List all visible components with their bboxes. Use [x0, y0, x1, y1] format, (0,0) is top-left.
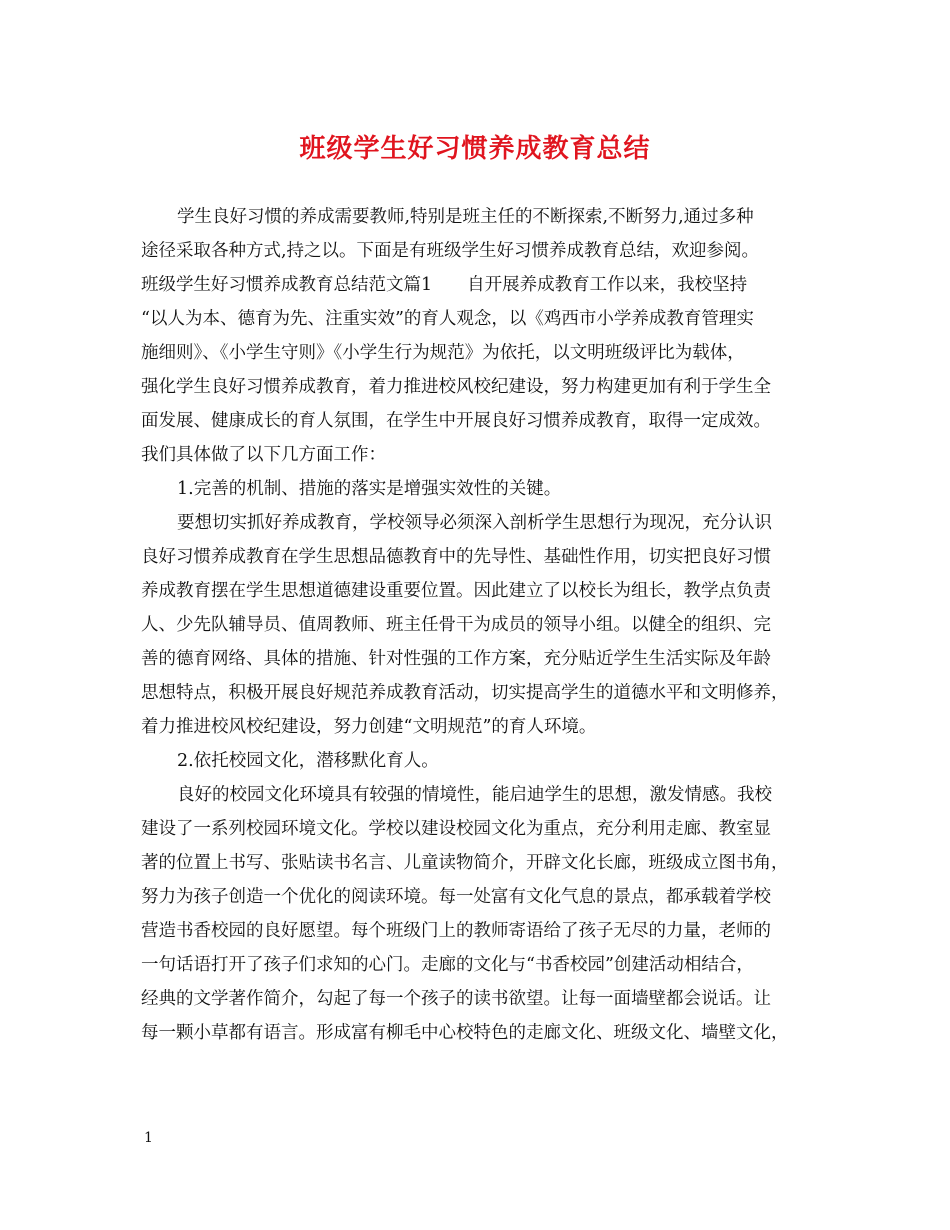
page-number: 1: [144, 1130, 153, 1146]
body-line: 学生良好习惯的养成需要教师,特别是班主任的不断探索,不断努力,通过多种: [177, 207, 754, 227]
section-heading: 2.依托校园文化，潜移默化育人。: [177, 751, 439, 771]
body-line: 一句话语打开了孩子们求知的心门。走廊的文化与“书香校园”创建活动相结合，: [141, 955, 754, 975]
body-line: 思想特点，积极开展良好规范养成教育活动，切实提高学生的道德水平和文明修养，: [141, 683, 789, 703]
body-line: “以人为本、德育为先、注重实效”的育人观念，以《鸡西市小学养成教育管理实: [141, 309, 754, 329]
body-line: 面发展、健康成长的育人氛围，在学生中开展良好习惯养成教育，取得一定成效。: [141, 411, 771, 431]
body-line: 途径采取各种方式,持之以。下面是有班级学生好习惯养成教育总结，欢迎参阅。: [141, 241, 760, 261]
body-line: 养成教育摆在学生思想道德建设重要位置。因此建立了以校长为组长，教学点负责: [141, 581, 771, 601]
body-line: 班级学生好习惯养成教育总结范文篇1 自开展养成教育工作以来，我校坚持: [141, 275, 748, 295]
section-heading: 1.完善的机制、措施的落实是增强实效性的关键。: [177, 479, 562, 499]
body-line: 善的德育网络、具体的措施、针对性强的工作方案，充分贴近学生生活实际及年龄: [141, 649, 771, 669]
body-line: 建设了一系列校园环境文化。学校以建设校园文化为重点，充分利用走廊、教室显: [141, 819, 771, 839]
body-line: 经典的文学著作简介，勾起了每一个孩子的读书欲望。让每一面墙壁都会说话。让: [141, 989, 771, 1009]
body-line: 人、少先队辅导员、值周教师、班主任骨干为成员的领导小组。以健全的组织、完: [141, 615, 771, 635]
body-line: 营造书香校园的良好愿望。每个班级门上的教师寄语给了孩子无尽的力量，老师的: [141, 921, 771, 941]
body-line: 良好的校园文化环境具有较强的情境性，能启迪学生的思想，激发情感。我校: [177, 785, 772, 805]
body-line: 著的位置上书写、张贴读书名言、儿童读物简介，开辟文化长廊，班级成立图书角，: [141, 853, 789, 873]
document-body: [141, 200, 813, 1050]
body-line: 施细则》、《小学生守则》《小学生行为规范》为依托，以文明班级评比为载体，: [141, 343, 745, 363]
body-line: 我们具体做了以下几方面工作：: [141, 445, 386, 465]
document-title: 班级学生好习惯养成教育总结: [299, 134, 651, 164]
body-line: 强化学生良好习惯养成教育，着力推进校风校纪建设，努力构建更加有利于学生全: [141, 377, 771, 397]
body-line: 着力推进校风校纪建设，努力创建“文明规范”的育人环境。: [141, 717, 597, 737]
body-line: 每一颗小草都有语言。形成富有柳毛中心校特色的走廊文化、班级文化、墙壁文化，: [141, 1023, 789, 1043]
body-line: 努力为孩子创造一个优化的阅读环境。每一处富有文化气息的景点，都承载着学校: [141, 887, 771, 907]
body-line: 要想切实抓好养成教育，学校领导必须深入剖析学生思想行为现况，充分认识: [177, 513, 772, 533]
body-line: 良好习惯养成教育在学生思想品德教育中的先导性、基础性作用，切实把良好习惯: [141, 547, 771, 567]
